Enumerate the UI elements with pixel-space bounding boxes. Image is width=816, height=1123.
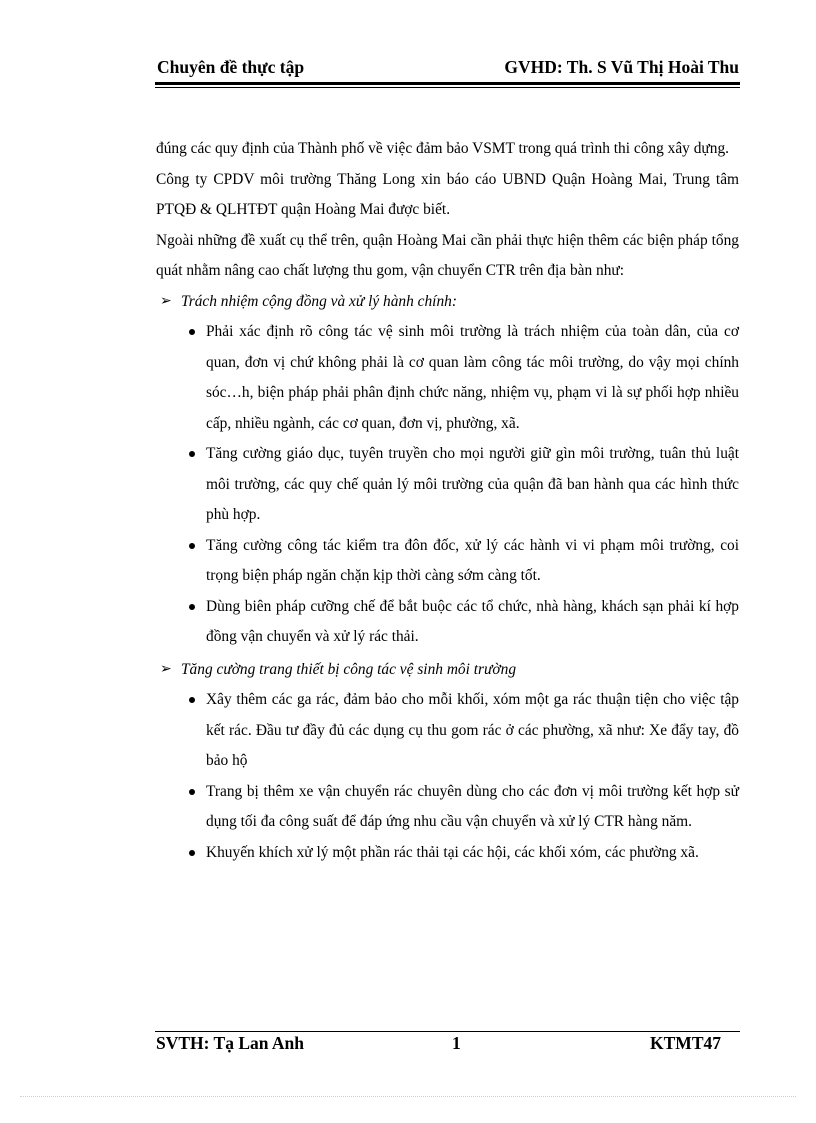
list-item: Xây thêm các ga rác, đảm bảo cho mỗi khối, xóm một ga rác thuận tiện cho việc tập kết rác. Đầu tư đầy đủ các dụng cụ thu gom rác ở các phường, xã như: Xe đẩy tay, đồ bảo hộ: [156, 685, 739, 777]
bullet-dot-icon: [189, 850, 195, 856]
bullet-dot-icon: [189, 329, 195, 335]
list-item: Khuyến khích xử lý một phần rác thải tại các hội, các khối xóm, các phường xã.: [156, 838, 739, 869]
bullet-dot-icon: [189, 451, 195, 457]
section-1-title: Trách nhiệm cộng đồng và xử lý hành chính:: [181, 292, 457, 310]
footer-student: SVTH: Tạ Lan Anh: [156, 1033, 305, 1053]
list-item: Trang bị thêm xe vận chuyển rác chuyên dùng cho các đơn vị môi trường kết hợp sử dụng tối đa công suất để đáp ứng nhu cầu vận chuyển và xử lý CTR hàng năm.: [156, 777, 739, 838]
header-advisor: GVHD: Th. S Vũ Thị Hoài Thu: [504, 57, 739, 77]
list-item: Phải xác định rõ công tác vệ sinh môi trường là trách nhiệm của toàn dân, của cơ quan, đơn vị chứ không phải là cơ quan làm công tác môi trường, do vậy mọi chính sóc…h, biện pháp phải phân định chức năng, nhiệm vụ, phạm vi là sự phối hợp nhiều cấp, nhiều ngành, các cơ quan, đơn vị, phường, xã.: [156, 317, 739, 439]
paragraph-1: đúng các quy định của Thành phố về việc đảm bảo VSMT trong quá trình thi công xây dựng.: [156, 140, 729, 157]
header-rule-thick: [155, 82, 740, 85]
page-bottom-border: [20, 1096, 796, 1097]
list-item: Tăng cường công tác kiểm tra đôn đốc, xử lý các hành vi vi phạm môi trường, coi trọng biện pháp ngăn chặn kịp thời càng sớm càng tốt.: [156, 531, 739, 592]
paragraph-2: Công ty CPDV môi trường Thăng Long xin báo cáo UBND Quận Hoàng Mai, Trung tâm PTQĐ & QLHTĐT quận Hoàng Mai được biết.: [156, 170, 739, 218]
header-topic: Chuyên đề thực tập: [157, 57, 305, 77]
header-rule-thin: [155, 87, 740, 88]
list-item: Dùng biên pháp cưỡng chế để bắt buộc các tổ chức, nhà hàng, khách sạn phải kí hợp đồng vận chuyển và xử lý rác thải.: [156, 592, 739, 653]
page-footer: [156, 1033, 739, 1059]
page-body: [156, 134, 739, 870]
list-item: Tăng cường giáo dục, tuyên truyền cho mọi người giữ gìn môi trường, tuân thủ luật môi trường, các quy chế quản lý môi trường của quận đã ban hành qua các hình thức phù hợp.: [156, 439, 739, 531]
bullet-dot-icon: [189, 604, 195, 610]
arrow-bullet-icon: ➢: [160, 661, 172, 677]
footer-class-code: KTMT47: [650, 1033, 721, 1053]
paragraph-3: Ngoài những đề xuất cụ thể trên, quận Hoàng Mai cần phải thực hiện thêm các biện pháp tổng quát nhằm nâng cao chất lượng thu gom, vận chuyển CTR trên địa bàn như:: [156, 231, 739, 279]
section-1-heading: [156, 287, 739, 318]
bullet-dot-icon: [189, 543, 195, 549]
section-2-heading: [156, 655, 739, 686]
page-number: 1: [452, 1033, 461, 1053]
section-2-title: Tăng cường trang thiết bị công tác vệ sinh môi trường: [181, 660, 517, 678]
arrow-bullet-icon: ➢: [160, 293, 172, 309]
page-header: [156, 57, 739, 83]
section-1-list: [156, 317, 739, 655]
bullet-dot-icon: [189, 789, 195, 795]
footer-rule: [155, 1031, 740, 1032]
section-2-list: [156, 685, 739, 870]
bullet-dot-icon: [189, 697, 195, 703]
